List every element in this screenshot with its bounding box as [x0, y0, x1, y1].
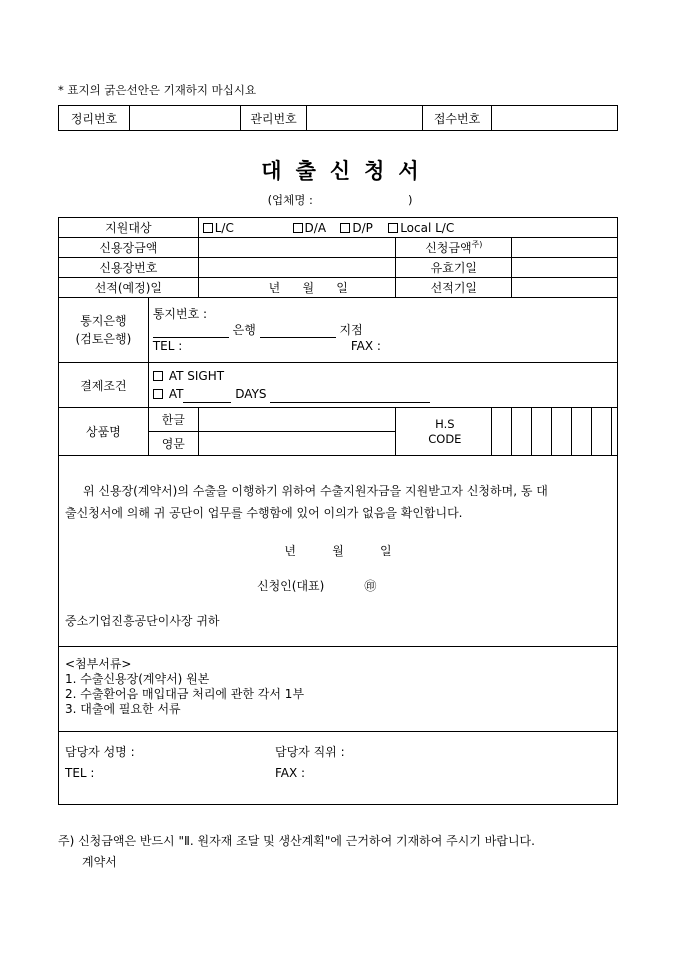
statement-line-2: 출신청서에 의해 귀 공단이 업무를 수행함에 있어 이의가 없음을 확인합니다.: [65, 506, 463, 520]
statement-section: [59, 456, 618, 647]
checkbox-icon[interactable]: [340, 223, 350, 233]
korean-label: 한글: [148, 408, 198, 432]
contact-tel-label: TEL :: [65, 766, 95, 780]
support-target-options: [198, 218, 617, 238]
receipt-label: 접수번호: [423, 106, 492, 131]
valid-date-label: 유효기일: [396, 258, 512, 278]
shipping-deadline-field[interactable]: [512, 278, 618, 298]
product-name-label: 상품명: [59, 408, 149, 456]
lc-amount-label: 신용장금액: [59, 238, 199, 258]
option-lc[interactable]: L/C: [203, 221, 289, 235]
lc-amount-field[interactable]: [198, 238, 396, 258]
applicant-line: 신청인(대표) ㊞: [257, 579, 377, 593]
attachments-title: <첨부서류>: [65, 657, 132, 671]
receipt-number-field[interactable]: [492, 106, 618, 131]
registry-table: [58, 105, 618, 131]
shipping-date-label: 선적(예정)일: [59, 278, 199, 298]
addressee: 중소기업진흥공단이사장 귀하: [65, 614, 220, 628]
registry-number-field[interactable]: [130, 106, 241, 131]
payment-terms-field[interactable]: AT SIGHT AT DAYS: [148, 363, 617, 408]
instruction-note: * 표지의 굵은선안은 기재하지 마십시요: [58, 83, 257, 97]
attachment-item: 2. 수출환어음 매입대금 처리에 관한 각서 1부: [65, 687, 305, 701]
checkbox-icon[interactable]: [203, 223, 213, 233]
option-dp[interactable]: D/P: [340, 221, 384, 235]
request-amount-label: 신청금액$^{주)}$: [396, 238, 512, 258]
contact-name-label: 담당자 성명 :: [65, 745, 135, 759]
footnote: [58, 832, 535, 870]
seal-icon: ㊞: [364, 579, 377, 593]
page-title: 대출신청서: [261, 158, 433, 183]
attachment-item: 3. 대출에 필요한 서류: [65, 702, 181, 716]
registry-label: 정리번호: [59, 106, 130, 131]
hs-digit-2[interactable]: [512, 408, 532, 456]
hs-digit-3[interactable]: [532, 408, 552, 456]
management-label: 관리번호: [241, 106, 307, 131]
footnote-line-1: 주) 신청금액은 반드시 "Ⅱ. 원자재 조달 및 생산계획"에 근거하여 기재하여 주시기 바랍니다.: [58, 834, 535, 848]
notifying-bank-field[interactable]: 통지번호 : 은행 지점 TEL : FAX :: [148, 298, 617, 363]
application-form: [58, 217, 618, 805]
english-name-field[interactable]: [198, 432, 396, 456]
statement-date: 년 월 일: [284, 544, 392, 558]
contact-fax-label: FAX :: [275, 766, 306, 780]
english-label: 영문: [148, 432, 198, 456]
support-target-label: 지원대상: [59, 218, 199, 238]
shipping-date-field[interactable]: 년 월 일: [198, 278, 396, 298]
hs-code-label: H.S CODE: [396, 408, 492, 456]
contact-section: [59, 732, 618, 805]
option-local-lc[interactable]: Local L/C: [388, 221, 454, 235]
footnote-line-2: 계약서: [82, 855, 117, 869]
checkbox-icon[interactable]: [153, 371, 163, 381]
checkbox-icon[interactable]: [153, 389, 163, 399]
payment-terms-label: 결제조건: [59, 363, 149, 408]
checkbox-icon[interactable]: [293, 223, 303, 233]
hs-digit-7[interactable]: [611, 408, 617, 456]
lc-number-label: 신용장번호: [59, 258, 199, 278]
company-name-line: (업체명 : ): [267, 193, 413, 207]
checkbox-icon[interactable]: [388, 223, 398, 233]
korean-name-field[interactable]: [198, 408, 396, 432]
shipping-deadline-label: 선적기일: [396, 278, 512, 298]
option-da[interactable]: D/A: [293, 221, 337, 235]
contact-position-label: 담당자 직위 :: [275, 745, 345, 759]
hs-digit-1[interactable]: [492, 408, 512, 456]
valid-date-field[interactable]: [512, 258, 618, 278]
hs-digit-6[interactable]: [591, 408, 611, 456]
management-number-field[interactable]: [307, 106, 423, 131]
lc-number-field[interactable]: [198, 258, 396, 278]
notifying-bank-label: 통지은행 (검토은행): [59, 298, 149, 363]
request-amount-field[interactable]: [512, 238, 618, 258]
statement-line-1: 위 신용장(계약서)의 수출을 이행하기 위하여 수출지원자금을 지원받고자 신청하며, 동 대: [83, 484, 548, 498]
hs-digit-4[interactable]: [552, 408, 572, 456]
attachment-item: 1. 수출신용장(계약서) 원본: [65, 672, 210, 686]
hs-digit-5[interactable]: [572, 408, 592, 456]
attachments-section: [59, 647, 618, 732]
